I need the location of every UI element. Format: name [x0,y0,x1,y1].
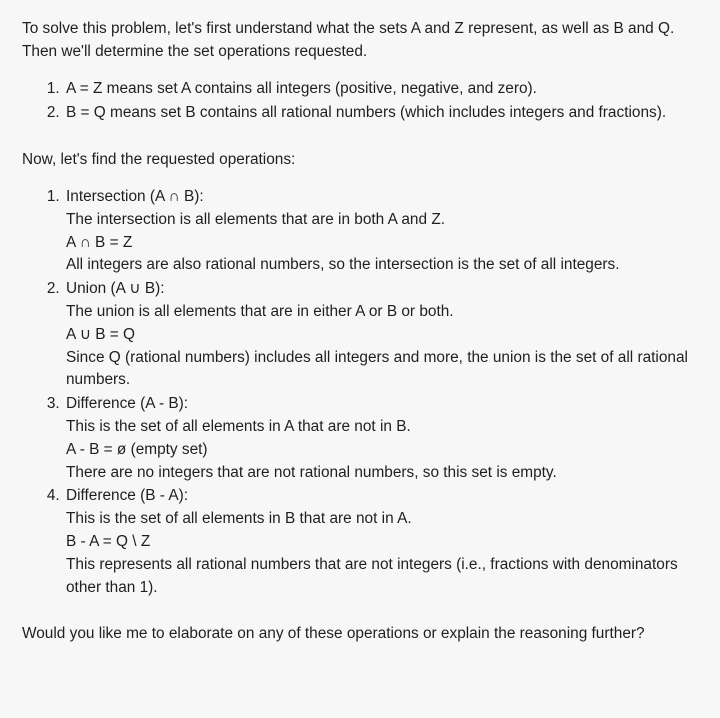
operations-list [22,186,698,599]
operation-description: The intersection is all elements that are in both A and Z. [66,210,445,228]
operation-explanation: All integers are also rational numbers, so the intersection is the set of all integers. [66,256,620,274]
list-item [64,393,698,484]
list-item [64,78,698,101]
operation-description: This is the set of all elements in A that are not in B. [66,417,411,435]
transition-paragraph: Now, let's find the requested operations: [22,151,296,169]
operation-description: This is the set of all elements in B that are not in A. [66,510,412,528]
list-item [64,278,698,392]
operation-title: 3. Difference (A - B): [66,395,189,413]
operation-explanation: Since Q (rational numbers) includes all integers and more, the union is the set of all rational numbers. [66,348,688,389]
operation-title: 4. Difference (B - A): [66,487,189,505]
spacer [22,139,698,149]
operation-title: 2. Union (A ∪ B): [66,280,165,298]
list-item [64,102,698,125]
operation-description: The union is all elements that are in either A or B or both. [66,302,454,320]
operation-equation: A ∩ B = Z [66,233,133,251]
spacer [22,613,698,623]
list-item [64,186,698,277]
definition-text: B = Q means set B contains all rational numbers (which includes integers and fractions). [66,104,667,122]
definition-text: A = Z means set A contains all integers (positive, negative, and zero). [66,79,537,97]
closing-paragraph: Would you like me to elaborate on any of these operations or explain the reasoning further? [22,625,645,643]
set-definitions-list [22,78,698,126]
operation-equation: B - A = Q \ Z [66,532,151,550]
operation-explanation: This represents all rational numbers that are not integers (i.e., fractions with denominators other than 1). [66,555,678,596]
operation-equation: A - B = ø (empty set) [66,440,208,458]
operation-explanation: There are no integers that are not rational numbers, so this set is empty. [66,463,557,481]
intro-paragraph: To solve this problem, let's first understand what the sets A and Z represent, as well as B and Q. Then we'll determine the set operations requested. [22,20,675,60]
list-item [64,485,698,599]
operation-equation: A ∪ B = Q [66,325,136,343]
operation-title: 1. Intersection (A ∩ B): [66,187,204,205]
